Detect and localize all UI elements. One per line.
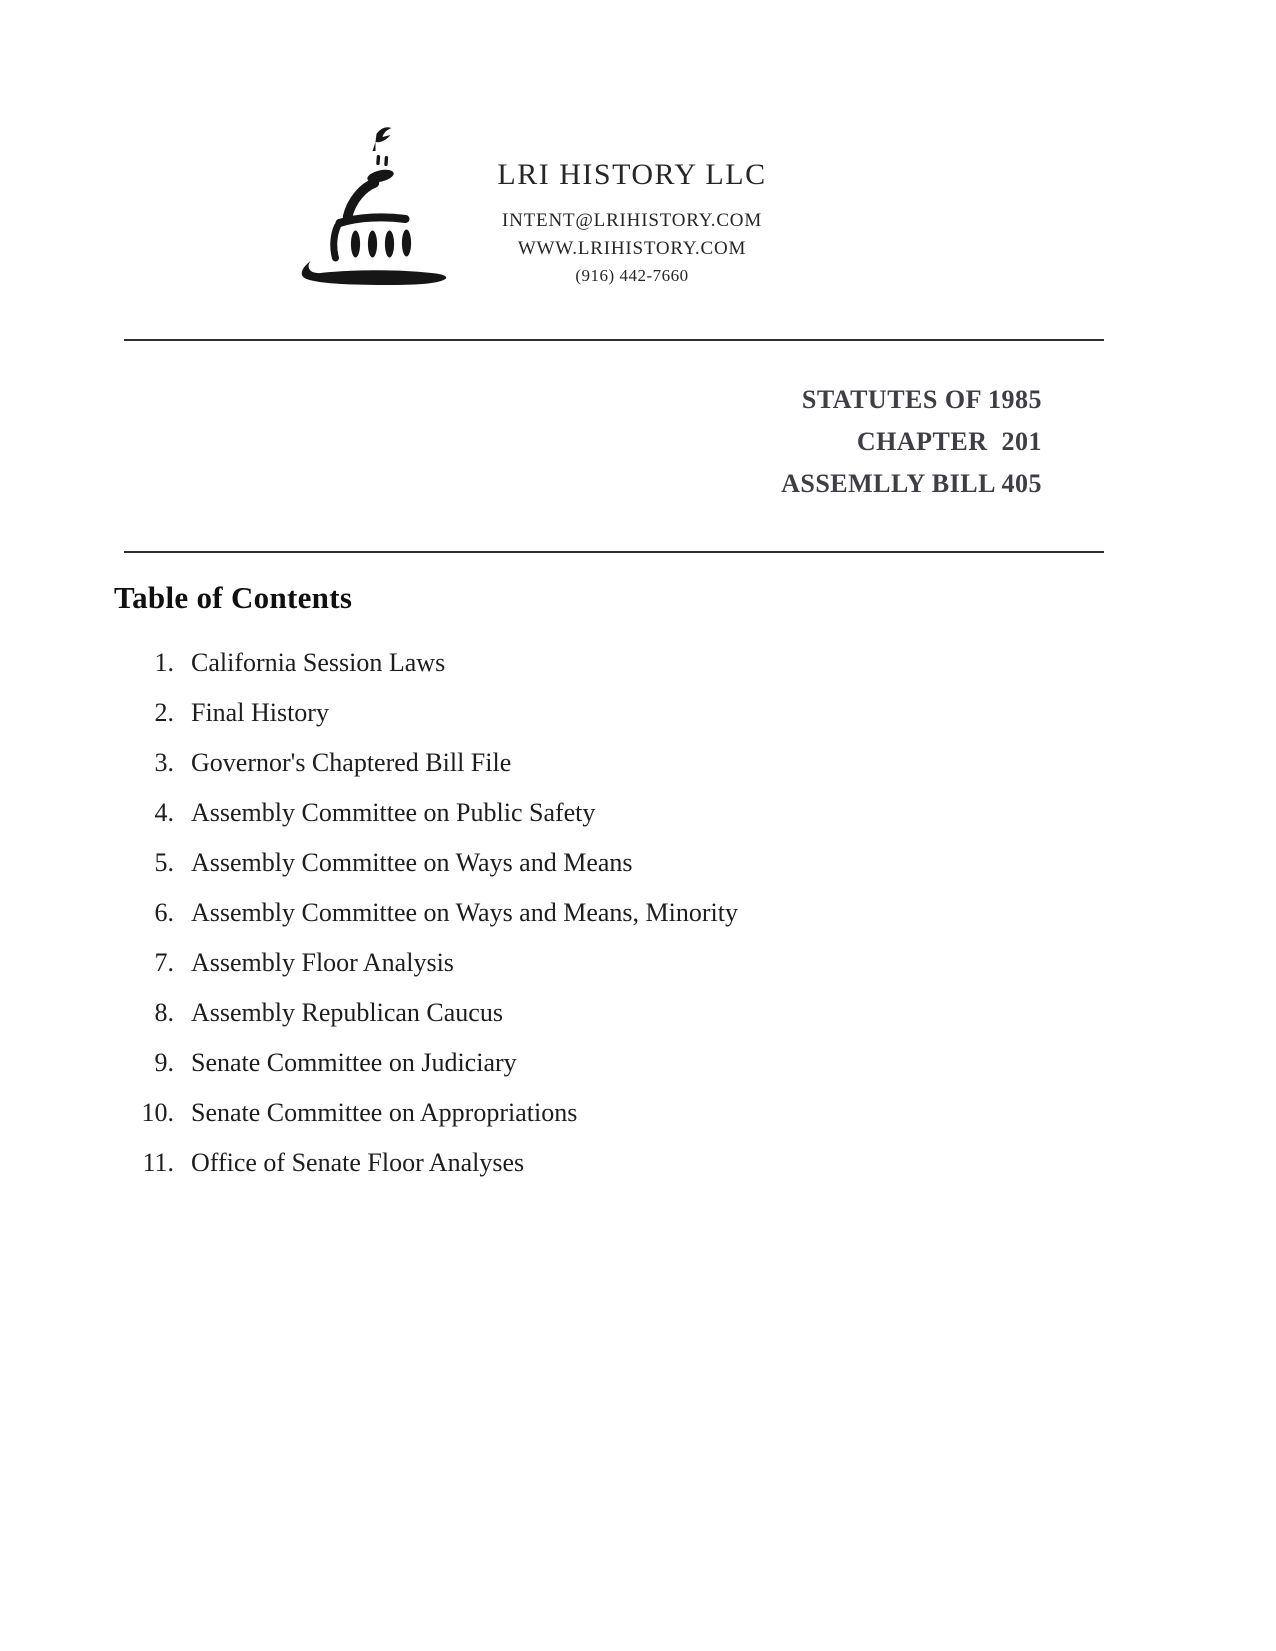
toc-heading: Table of Contents — [114, 580, 353, 615]
toc-item-number: 9. — [154, 1048, 174, 1077]
toc-item — [124, 1096, 738, 1146]
toc-item — [124, 696, 738, 746]
toc-item-number: 10. — [141, 1098, 174, 1127]
company-website: WWW.LRIHISTORY.COM — [517, 238, 747, 259]
statutes-line-3: ASSEMLLY BILL 405 — [781, 469, 1042, 498]
toc-item-number: 3. — [154, 748, 174, 777]
toc-item-number: 6. — [154, 898, 174, 927]
toc-item-label: Assembly Committee on Public Safety — [191, 798, 596, 827]
toc-item — [124, 796, 738, 846]
statutes-line-1: STATUTES OF 1985 — [801, 385, 1042, 414]
toc-item-number: 11. — [142, 1148, 174, 1177]
capitol-dome-logo-icon — [290, 122, 460, 287]
company-email: INTENT@LRIHISTORY.COM — [501, 210, 763, 231]
statutes-title-block — [781, 379, 1042, 505]
toc-item-number: 4. — [154, 798, 174, 827]
toc-item — [124, 946, 738, 996]
toc-item-label: Assembly Committee on Ways and Means, Minority — [191, 898, 738, 927]
toc-list — [124, 646, 738, 1196]
toc-item-number: 7. — [154, 948, 174, 977]
toc-item-number: 2. — [154, 698, 174, 727]
toc-item-label: California Session Laws — [191, 648, 446, 677]
toc-item-number: 5. — [154, 848, 174, 877]
toc-item — [124, 646, 738, 696]
toc-item-label: Senate Committee on Appropriations — [191, 1098, 578, 1127]
toc-item — [124, 1146, 738, 1196]
toc-item-label: Final History — [191, 698, 329, 727]
statutes-line-2: CHAPTER 201 — [856, 427, 1042, 456]
toc-item — [124, 746, 738, 796]
toc-item-label: Assembly Floor Analysis — [191, 948, 454, 977]
toc-item-number: 1. — [154, 648, 174, 677]
toc-item — [124, 846, 738, 896]
toc-item — [124, 896, 738, 946]
company-name: LRI HISTORY LLC — [497, 158, 767, 191]
company-phone: (916) 442-7660 — [575, 266, 689, 285]
toc-item — [124, 996, 738, 1046]
header-divider-rule — [124, 339, 1104, 341]
toc-item-label: Governor's Chaptered Bill File — [191, 748, 512, 777]
toc-item — [124, 1046, 738, 1096]
section-divider-rule — [124, 551, 1104, 553]
toc-item-number: 8. — [154, 998, 174, 1027]
toc-item-label: Senate Committee on Judiciary — [191, 1048, 517, 1077]
toc-item-label: Office of Senate Floor Analyses — [191, 1148, 525, 1177]
toc-item-label: Assembly Republican Caucus — [191, 998, 503, 1027]
toc-item-label: Assembly Committee on Ways and Means — [191, 848, 633, 877]
